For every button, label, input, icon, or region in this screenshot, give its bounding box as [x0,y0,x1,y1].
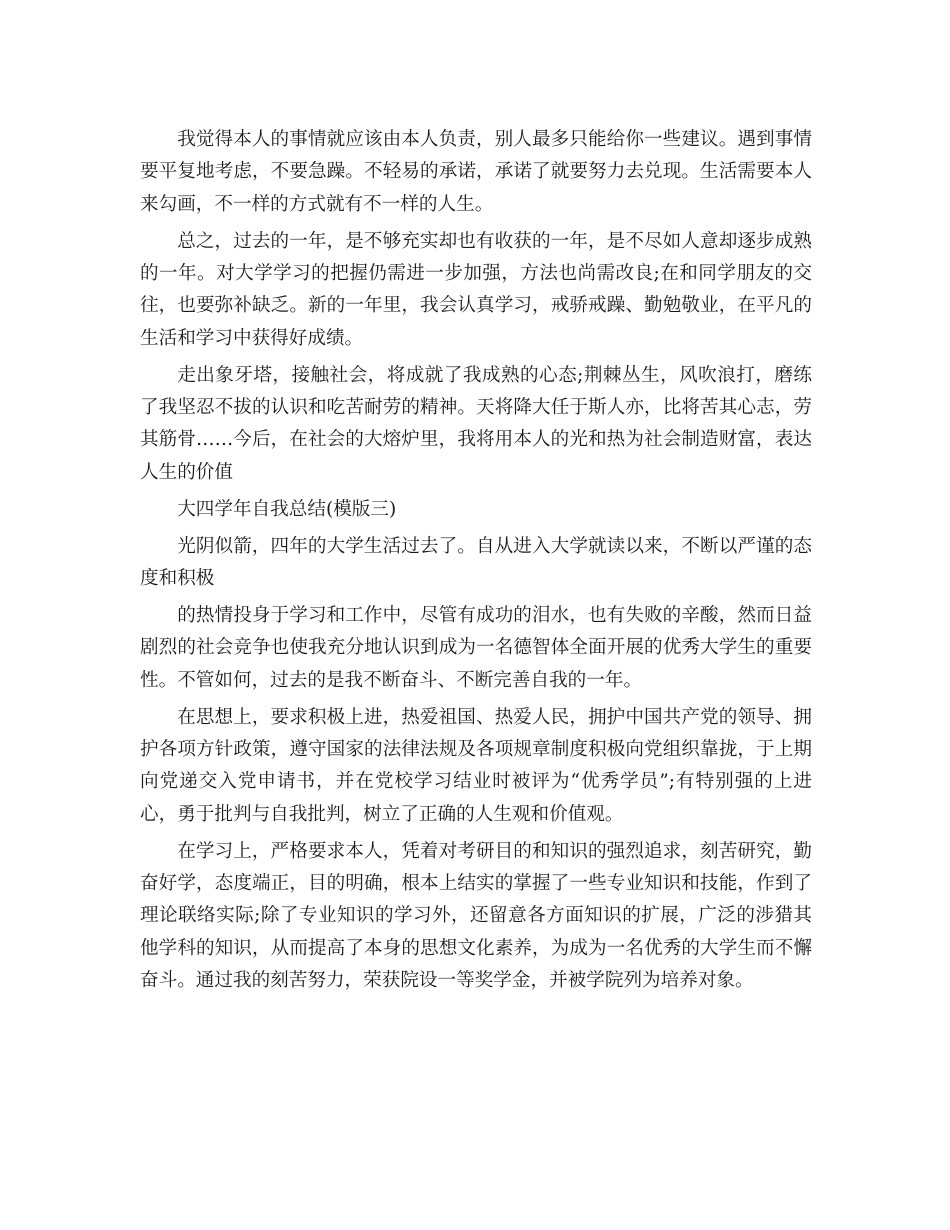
paragraph-enthusiasm: 的热情投身于学习和工作中，尽管有成功的泪水，也有失败的辛酸，然而日益剧烈的社会竞争也使我充分地认识到成为一名德智体全面开展的优秀大学生的重要性。不管如何，过去的是我不断奋斗、不断完善自我的一年。 [140,605,812,691]
paragraph-ideology: 在思想上，要求积极上进，热爱祖国、热爱人民，拥护中国共产党的领导、拥护各项方针政策，遵守国家的法律法规及各项规章制度积极向党组织靠拢，于上期向党递交入党申请书，并在党校学习结业时被评为“优秀学员”;有特别强的上进心，勇于批判与自我批判，树立了正确的人生观和价值观。 [140,706,812,825]
paragraph-time-flies: 光阴似箭，四年的大学生活过去了。自从进入大学就读以来，不断以严谨的态度和积极 [140,535,812,590]
paragraph-responsibility: 我觉得本人的事情就应该由本人负责，别人最多只能给你一些建议。遇到事情要平复地考虑，不要急躁。不轻易的承诺，承诺了就要努力去兑现。生活需要本人来勾画，不一样的方式就有不一样的人生。 [140,129,812,215]
paragraph-study: 在学习上，严格要求本人，凭着对考研目的和知识的强烈追求，刻苦研究，勤奋好学，态度端正，目的明确，根本上结实的掌握了一些专业知识和技能，作到了理论联络实际;除了专业知识的学习外，还留意各方面知识的扩展，广泛的涉猎其他学科的知识，从而提高了本身的思想文化素养，为成为一名优秀的大学生而不懈奋斗。通过我的刻苦努力，荣获院设一等奖学金，并被学院列为培养对象。 [140,840,812,991]
section-heading: 大四学年自我总结(模版三) [177,498,397,520]
paragraph-society: 走出象牙塔，接触社会，将成就了我成熟的心态;荆棘丛生，风吹浪打，磨练了我坚忍不拔的认识和吃苦耐劳的精神。天将降大任于斯人亦，比将苦其心志，劳其筋骨……今后，在社会的大熔炉里，我将用本人的光和热为社会制造财富，表达人生的价值 [140,364,812,483]
paragraph-summary: 总之，过去的一年，是不够充实却也有收获的一年，是不尽如人意却逐步成熟的一年。对大学学习的把握仍需进一步加强，方法也尚需改良;在和同学朋友的交往，也要弥补缺乏。新的一年里，我会认真学习，戒骄戒躁、勤勉敬业，在平凡的生活和学习中获得好成绩。 [140,230,812,349]
document-body [140,124,812,1002]
